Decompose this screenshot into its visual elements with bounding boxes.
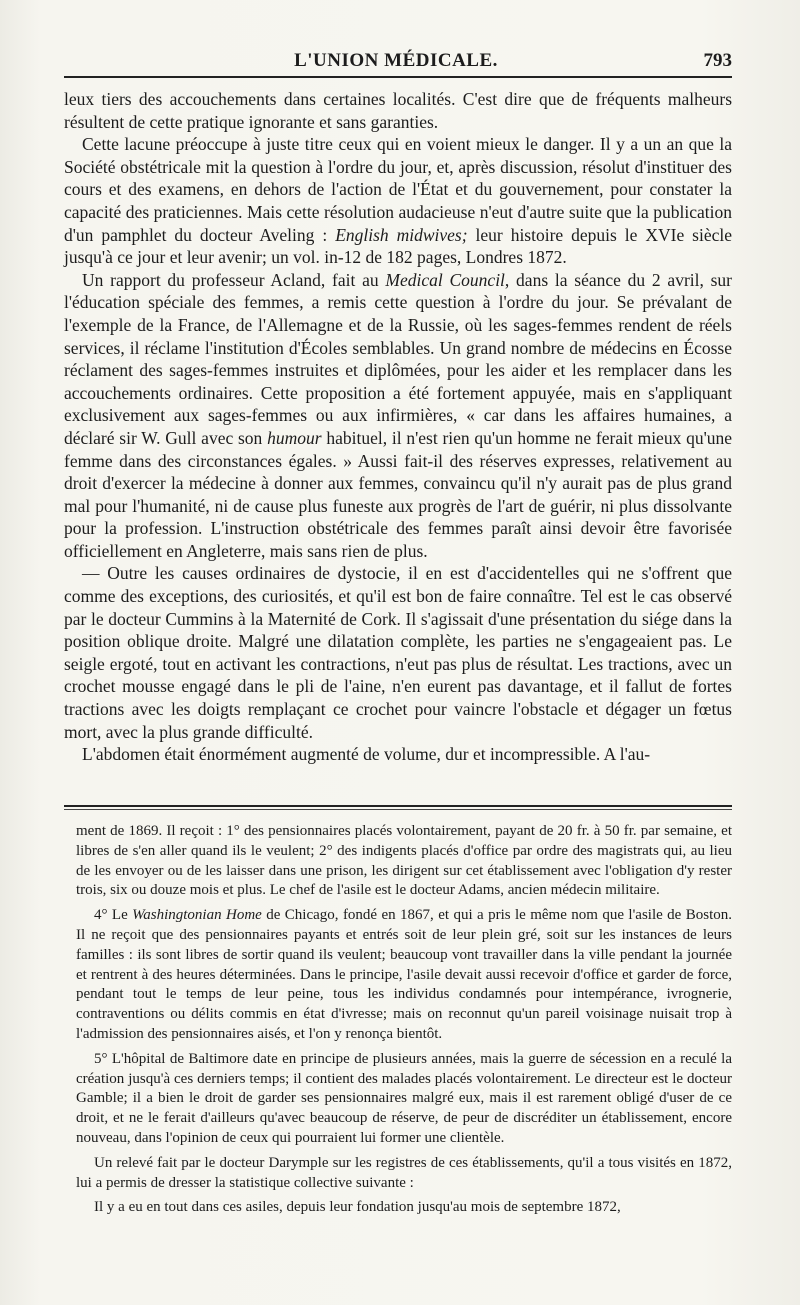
- text-run: Cette lacune préoccupe à juste titre ceux qui en voient mieux le danger. Il y a un an que la Société obstétricale mit la question à l'ordre du jour, et, après discussion, résolut d'instituer des cours et des examens, en dehors de l'action de l'État et du gouvernement, pour constater la capacité des praticiennes. Mais cette résolution audacieuse n'eut d'autre suite que la publication d'un pamphlet du docteur Aveling :: [64, 134, 732, 245]
- main-text: [64, 88, 732, 766]
- text-run: Un rapport du professeur Acland, fait au: [82, 269, 379, 290]
- italic-title: Medical Council: [385, 269, 505, 290]
- text-run: 4° Le: [94, 907, 128, 924]
- paragraph: L'abdomen était énormément augmenté de volume, dur et incompressible. A l'au-: [82, 744, 651, 765]
- note-paragraph: ment de 1869. Il reçoit : 1° des pensionnaires placés volontairement, payant de 20 fr. à 50 fr. par semaine, et libres de s'en aller quand ils le veulent; 2° des indigents placés d'office par ordre des magistrats qui, au lieu de les envoyer ou de les laisser dans une prison, les dirigent sur cet établissement avec l'obligation d'y rester trois, six ou douze mois et plus. Le chef de l'asile est le docteur Adams, ancien médecin militaire.: [76, 823, 732, 899]
- note-paragraph: [76, 906, 732, 1045]
- note-paragraph: Il y a eu en tout dans ces asiles, depuis leur fondation jusqu'au mois de septembre 1872,: [94, 1199, 621, 1216]
- footnote-rule: [64, 805, 732, 807]
- note-paragraph: Un relevé fait par le docteur Darymple sur les registres de ces établissements, qu'il a tous visités en 1872, lui a permis de dresser la statistique collective suivante :: [76, 1154, 732, 1191]
- text-run: , dans la séance du 2 avril, sur l'éducation spéciale des femmes, a remis cette question à l'ordre du jour. Se prévalant de l'exemple de la France, de l'Allemagne et de la Russie, où les sages-femmes rendent de réels services, il réclame l'institution d'Écoles semblables. Un grand nombre de médecins en Écosse réclament des sages-femmes instruites et diplômées, pour les aider et les remplacer dans les accouchements ordinaires. Cette proposition a été fortement appuyée, mais en s'appliquant exclusivement aux sages-femmes ou aux infirmières, « car dans les affaires humaines, a déclaré sir W. Gull avec son: [64, 269, 733, 448]
- journal-title: L'UNION MÉDICALE.: [294, 50, 498, 71]
- text-run: de Chicago, fondé en 1867, et qui a pris le même nom que l'asile de Boston. Il ne reçoit que des pensionnaires payants et entrés soit de leur plein gré, soit sur les instances de leurs familles : ils sont libres de sortir quand ils veulent; beaucoup vont travailler dans la ville pendant la journée et rentrent à des heures déterminées. Dans le principe, l'asile devait aussi recevoir d'office et garder de force, pendant tout le temps de leur peine, tous les individus condamnés pour intempérance, ivrognerie, contraventions ou délits commis en état d'ivresse; mais on reconnut qu'un pareil voisinage nuisait trop à l'admission des pensionnaires aisés, et l'on y renonça bientôt.: [76, 907, 732, 1042]
- paragraph: — Outre les causes ordinaires de dystocie, il en est d'accidentelles qui ne s'offrent que comme des exceptions, des curiosités, et qu'il est bon de faire connaître. Tel est le cas observé par le docteur Cummins à la Maternité de Cork. Il s'agissait d'une présentation du siége dans la position oblique droite. Malgré une dilatation complète, les parties ne s'engageaient pas. Le seigle ergoté, tout en activant les contractions, n'eut pas plus de résultat. Les tractions, avec un crochet mousse engagé dans le pli de l'aine, n'en eurent pas davantage, et il fallut de fortes tractions avec les doigts remplaçant ce crochet pour vaincre l'obstacle et dégager un fœtus mort, avec la plus grande difficulté.: [64, 563, 732, 742]
- italic-word: humour: [267, 427, 322, 448]
- note-paragraph: 5° L'hôpital de Baltimore date en principe de plusieurs années, mais la guerre de sécession en a reculé la création jusqu'à ces derniers temps; il contient des malades placés volontairement. Le directeur est le docteur Gamble; il a bien le droit de garder ses pensionnaires malgré eux, mais il est rarement obligé d'user de ce droit, et ne le ferait d'ailleurs qu'avec beaucoup de réserve, de peur de discréditer un établissement, encore nouveau, dans l'opinion de ceux qui pourraient lui former une clientèle.: [76, 1050, 732, 1146]
- footnote-rule-thin: [64, 809, 732, 810]
- paragraph: leux tiers des accouchements dans certaines localités. C'est dire que de fréquents malheurs résultent de cette pratique ignorante et sans garanties.: [64, 89, 732, 132]
- header-rule: [64, 76, 732, 78]
- running-header: [60, 44, 732, 74]
- text-run: leur histoire depuis le XVIe siècle jusqu'à ce jour et leur avenir; un vol. in-12 de 182 pages, Londres 1872.: [64, 224, 733, 268]
- footnotes: [76, 822, 732, 1223]
- paragraph: [64, 269, 732, 563]
- italic-title: English midwives;: [335, 224, 468, 245]
- text-run: habituel, il n'est rien qu'un homme ne ferait mieux qu'une femme dans des circonstances égales. » Aussi fait-il des réserves expresses, relativement au droit d'exercer la médecine à donner aux femmes, convaincu qu'il n'y aurait pas de plus grand mal pour l'humanité, ni de cause plus funeste aux progrès de l'art de guérir, ni plus dissolvante pour la profession. L'instruction obstétricale des femmes paraît ainsi devoir être favorisée officiellement en Angleterre, mais sans rien de plus.: [64, 427, 733, 561]
- page-number: 793: [703, 50, 732, 71]
- italic-name: Washingtonian Home: [132, 907, 262, 924]
- paragraph: [64, 133, 732, 269]
